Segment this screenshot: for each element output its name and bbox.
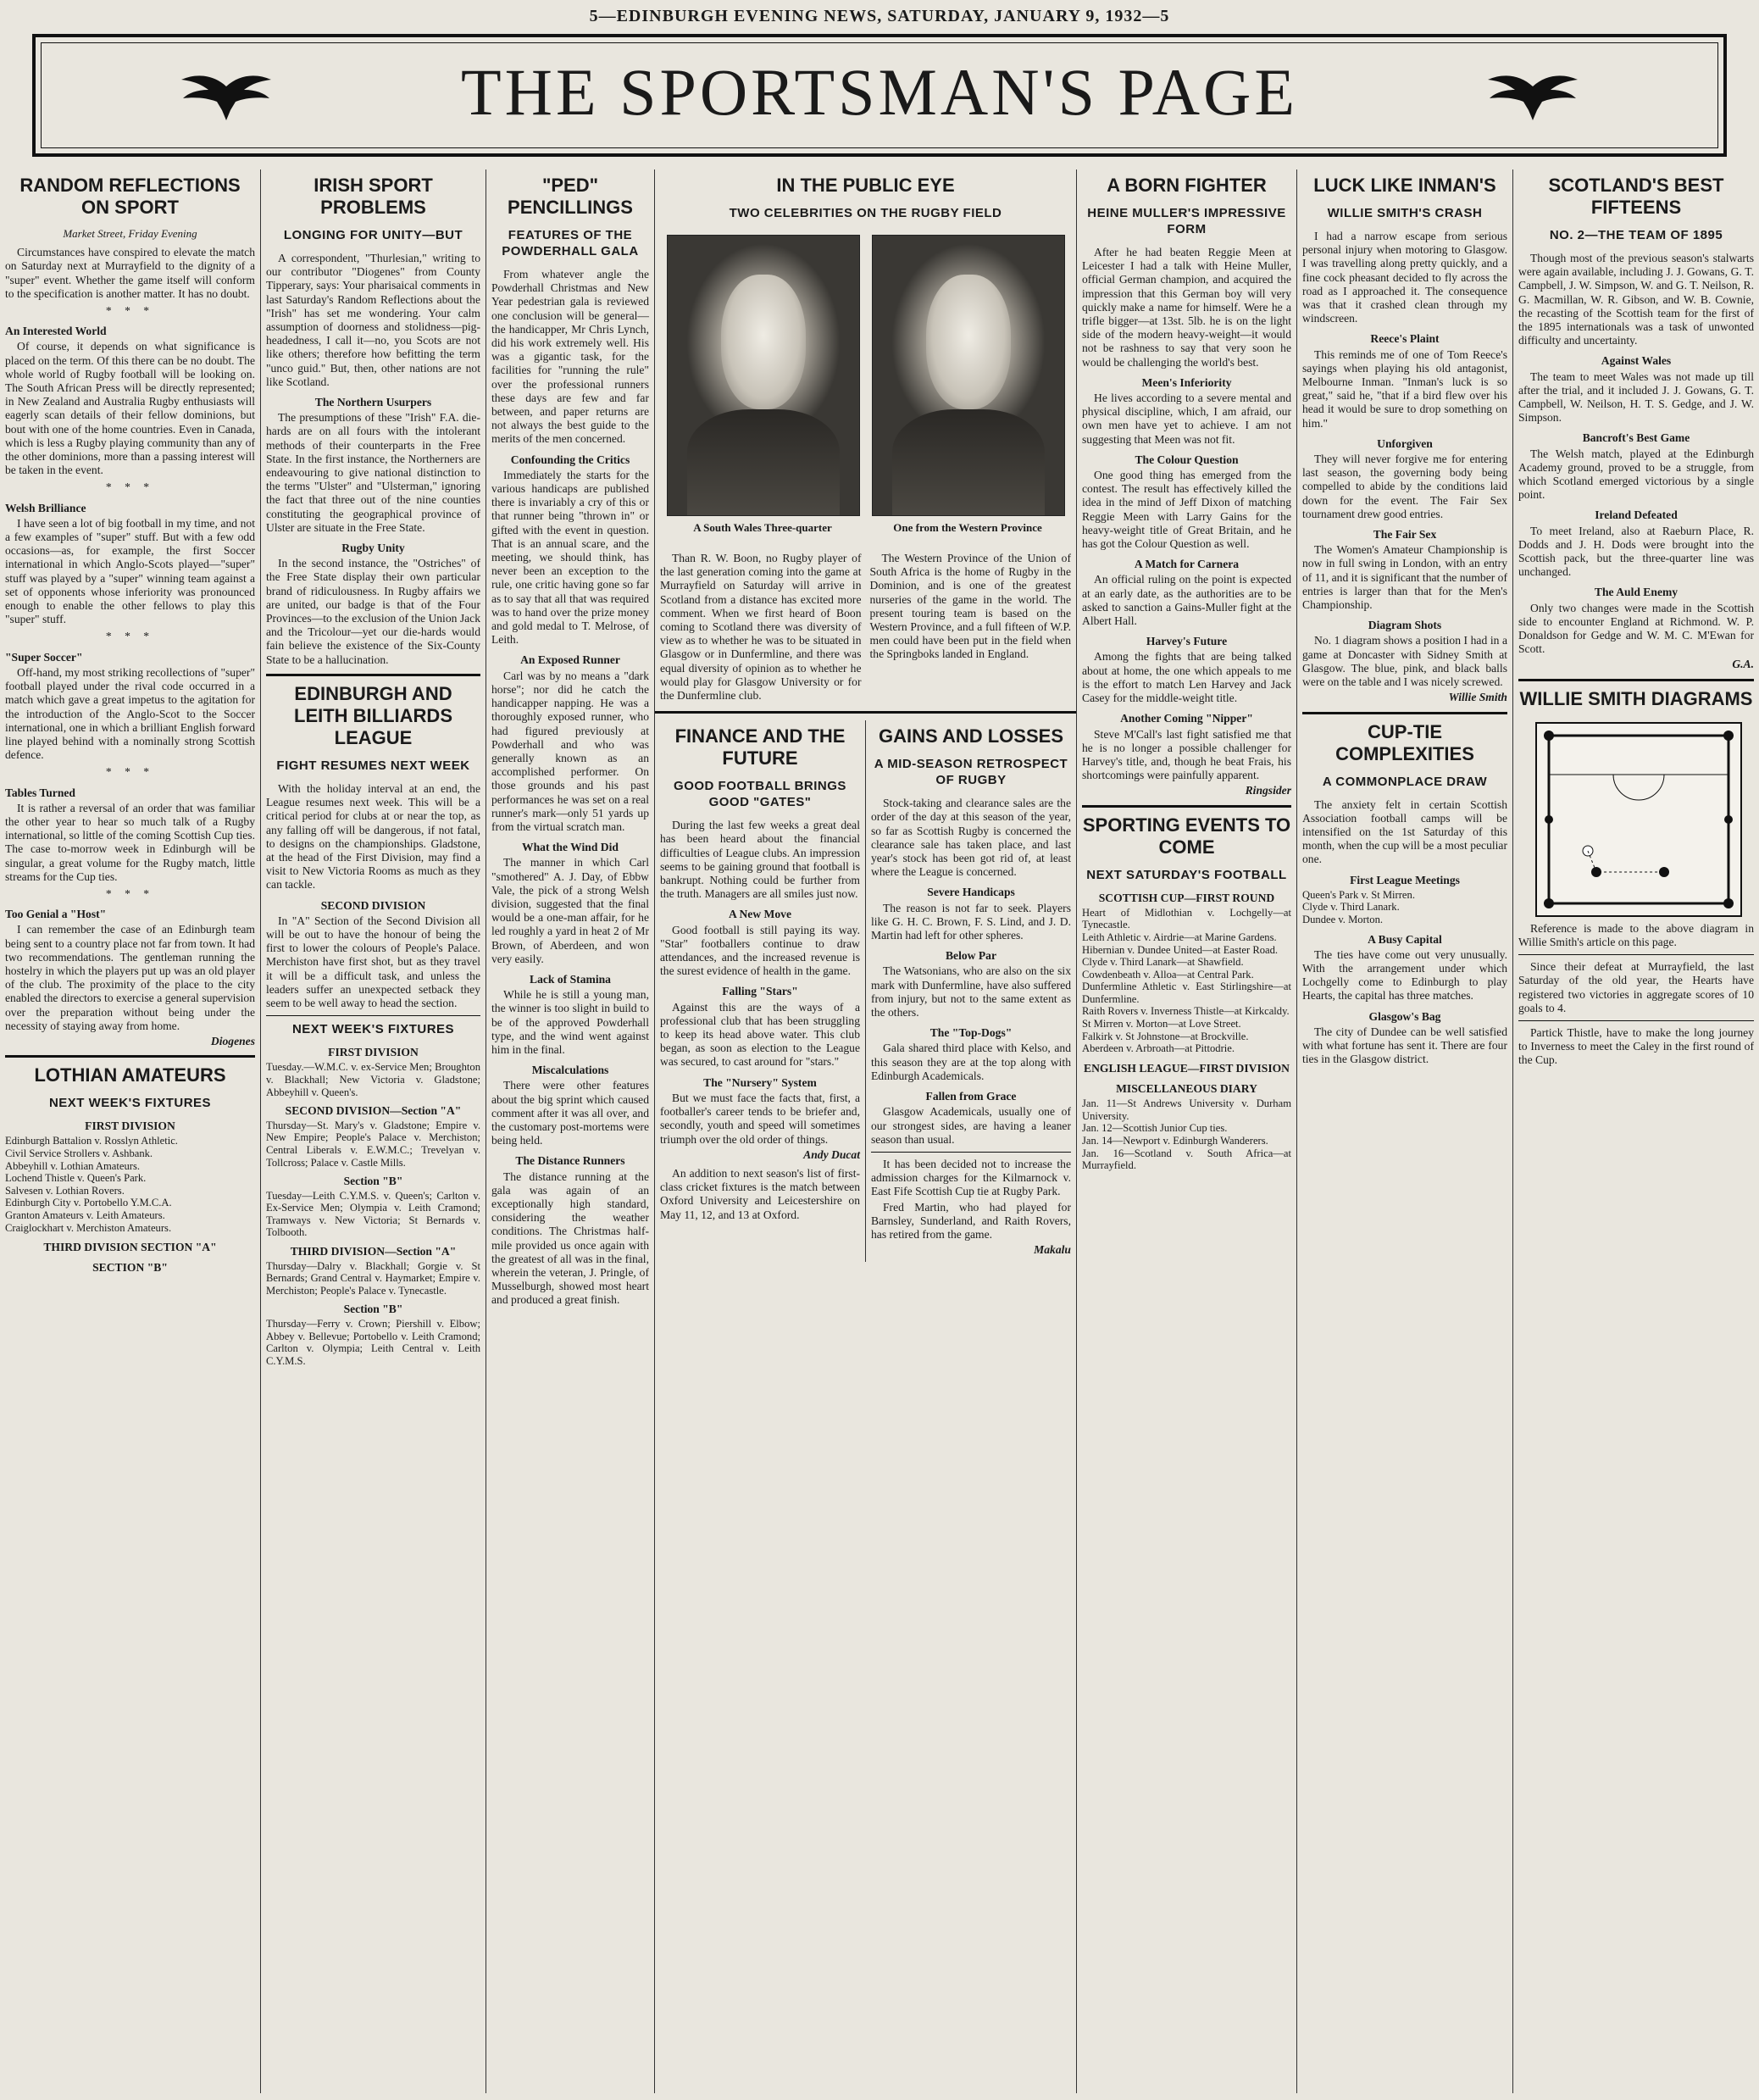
article-paragraph: The city of Dundee can be well satisfied with what fortune has sent it. There are four ties in the Glasgow district. [1302,1025,1507,1066]
fixture-division: SECOND DIVISION—Section "A" [285,1104,462,1118]
fixture-item: Tuesday.—W.M.C. v. ex-Service Men; Broughton v. Blackhall; New Victoria v. Gladstone; Abbeyhill v. Queen's. [266,1061,480,1098]
article-sidehead: The "Nursery" System [703,1075,817,1089]
fixture-item: Hibernian v. Dundee United—at Easter Road. [1082,943,1279,956]
article-paragraph: After he had beaten Reggie Meen at Leicester I had a talk with Heine Muller, official German champion, and acquired the impression that this German boy will very quickly make a name for himself. Were he a trifle bigger—at 13st. 5lb. he is on the light side of the modern heavy-weight—it would not be rashness to say that very soon he would be challenging the world's best. [1082,246,1291,369]
fixture-list [1302,889,1507,926]
article-headline: SCOTLAND'S BEST FIFTEENS [1548,175,1724,218]
article-sidehead: Bancroft's Best Game [1582,431,1690,445]
article-subheadline: NEXT SATURDAY'S FOOTBALL [1086,867,1287,882]
fixture-item: Civil Service Strollers v. Ashbank. [5,1147,153,1159]
article-sidehead: Fallen from Grace [925,1090,1017,1103]
pocket-icon [1545,815,1553,824]
article-sidehead: Reece's Plaint [1370,332,1440,346]
fixture-item: Thursday—St. Mary's v. Gladstone; Empire v. New Empire; People's Palace v. Merchiston; Central Liberals v. E.W.M.C.; Trevelyan v. Tollcross; Palace v. Castle Mills. [266,1119,480,1169]
fixture-division: ENGLISH LEAGUE—FIRST DIVISION [1084,1061,1290,1075]
fixture-item: Granton Amateurs v. Leith Amateurs. [5,1208,165,1221]
article-paragraph: The team to meet Wales was not made up till after the trial, and it included J. J. Gowans, G. T. Campbell, W. Neilson, H. T. S. Gedge, and J. W. Simpson. [1518,369,1754,425]
fixture-item: Queen's Park v. St Mirren. [1302,888,1415,901]
article-paragraph: Though most of the previous season's stalwarts were again available, including J. J. Gowans, G. T. Campbell, J. W. Simpson, W. and G. T. Neilson, R. G. Macmillan, W. R. Gibson, and W. B. Cownie, the recasting of the Scottish team for the first of the 1895 internationals was a task of unwonted difficulty and uncertainty. [1518,252,1754,347]
article-sidehead: The Northern Usurpers [314,396,432,409]
diary-item: Jan. 12—Scottish Junior Cup ties. [1082,1122,1228,1135]
article-paragraph: The distance running at the gala was again of an exceptionally high standard, considering the weather conditions. The Christmas half-mile provided us once again with the greatest of all was in the final, wherein the veteran, J. Pringle, of Musselburgh, showed most heart and produced a great finish. [491,1169,649,1307]
article-headline: EDINBURGH AND LEITH BILLIARDS LEAGUE [294,682,452,748]
photo-caption: A South Wales Three-quarter [693,521,832,534]
player-photo [667,235,860,516]
article-subheadline: A MID-SEASON RETROSPECT OF RUGBY [874,757,1068,788]
article-paragraph: Since their defeat at Murrayfield, the last Saturday of the old year, the Hearts have registered two victories in aggregate scores of 10 goals to 4. [1518,960,1754,1014]
article-paragraph: Of course, it depends on what significance is placed on the term. Of this there can be no doubt. The whole world of Rugby football will be looking on. The South African Press will be directly represented; in New Zealand and Australia Rugby enthusiasts will eagerly scan details of their fellow dominions, but bout with one of the home countries. Even in Canada, which is less a Rugby playing community than any of the other dominions, more than a passing interest will be taken in the event. [5,340,255,477]
fixture-item: Falkirk v. St Johnstone—at Brockville. [1082,1030,1249,1042]
column-ped-pencillings [486,169,654,2093]
billiards-table-diagram [1535,722,1742,917]
article-paragraph: An addition to next season's list of first-class cricket fixtures is the match between Oxford University and Leicestershire on May 11, 12, and 13 at Oxford. [660,1166,860,1221]
section-divider [871,1152,1071,1153]
page-title: THE SPORTSMAN'S PAGE [460,55,1299,129]
article-subheadline: LONGING FOR UNITY—BUT [283,228,463,242]
article-sidehead: The Auld Enemy [1594,586,1679,599]
article-sidehead: Falling "Stars" [722,985,798,998]
gains-article [866,720,1076,1262]
fixture-list [5,1135,255,1234]
section-divider [1302,712,1507,714]
article-headline: SPORTING EVENTS TO COME [1082,814,1291,858]
article-paragraph: The Welsh match, played at the Edinburgh Academy ground, proved to be a struggle, from which Scotland emerged victorious by a single point. [1518,447,1754,502]
article-sidehead: Lack of Stamina [530,972,611,986]
article-dateline: Market Street, Friday Evening [63,227,197,240]
fixture-item: Clyde v. Third Lanark. [1302,901,1400,914]
diary-item: Jan. 11—St Andrews University v. Durham University. [1082,1097,1291,1122]
section-divider [266,1015,480,1016]
section-divider [1082,805,1291,808]
section-divider [1518,1020,1754,1021]
pocket-icon [1724,815,1733,824]
fixture-item: Dundee v. Morton. [1302,913,1384,925]
article-paragraph: They will never forgive me for entering last season, the governing body being compelled to abide by the conditions laid down for the event. The Fair Sex tournament drew good entries. [1302,453,1507,520]
article-paragraph: There were other features about the big sprint which caused comment after it was all over, and the customary post-mortems were being held. [491,1079,649,1147]
section-divider [1518,679,1754,681]
article-paragraph: Steve M'Call's last fight satisfied me that he is no longer a possible challenger for Harvey's title, and, though he beat Frais, his shortcomings were painfully apparent. [1082,727,1291,782]
article-paragraph: From whatever angle the Powderhall Christmas and New Year pedestrian gala is reviewed one conclusion will be general—the handicapper, Mr Chris Lynch, did his work extremely well. His was a gigantic task, for the facilities for "running the rule" over the professional runners these days are few and far between, and paper returns are not always the best guide to the merits of the men concerned. [491,268,649,446]
article-sidehead: What the Wind Did [522,841,619,854]
fixture-division: Section "B" [343,1303,403,1316]
fixture-item: Clyde v. Third Lanark—at Shawfield. [1082,956,1244,969]
article-subheadline: NO. 2—THE TEAM OF 1895 [1549,228,1723,242]
article-subheadline: TWO CELEBRITIES ON THE RUGBY FIELD [729,206,1002,220]
article-headline: CUP-TIE COMPLEXITIES [1335,720,1474,764]
article-headline: FINANCE AND THE FUTURE [674,725,846,769]
article-subheadline: FEATURES OF THE POWDERHALL GALA [502,228,639,258]
diary-item: Jan. 16—Scotland v. South Africa—at Murrayfield. [1082,1147,1291,1172]
article-sidehead: Confounding the Critics [510,453,630,466]
article-sidehead: The Distance Runners [515,1154,625,1168]
article-paragraph: The reason is not far to seek. Players like G. H. C. Brown, F. S. Lind, and J. D. Martin had left for other spheres. [871,901,1071,942]
column-irish-sport [261,169,486,2093]
fixture-item: Leith Athletic v. Airdrie—at Marine Gardens. [1082,931,1277,943]
finance-article [655,720,866,1262]
article-paragraph: Glasgow Academicals, usually one of our strongest sides, are having a leaner season than usual. [871,1105,1071,1146]
public-eye-body [655,552,1076,704]
article-sidehead: Meen's Inferiority [1141,375,1232,389]
article-sidehead: An Exposed Runner [520,653,620,667]
article-sidehead: Ireland Defeated [1595,508,1678,522]
author-signature: Andy Ducat [803,1147,860,1161]
article-paragraph: It has been decided not to increase the admission charges for the Kilmarnock v. East Fife Scottish Cup tie at Rugby Park. [871,1157,1071,1198]
star-separator: * * * [105,630,155,643]
fixture-item: Tuesday—Leith C.Y.M.S. v. Queen's; Carlton v. Ex-Service Men; Olympia v. Leith Cramond; Tramways v. New Victoria; St Bernards v. Tolbooth. [266,1189,480,1239]
article-sidehead: Glasgow's Bag [1368,1009,1441,1023]
article-paragraph: In "A" Section of the Second Division all will be out to have the honour of being the first to lower the colours of People's Palace. Merchiston have first shot, but as they travel it will be a difficult task, and unless the leaders suffer an unexpected setback they seem to be well away to head the section. [266,914,480,1009]
article-sidehead: Too Genial a "Host" [5,908,107,921]
author-signature: G.A. [1732,658,1754,671]
pocket-icon [1723,898,1734,908]
article-sidehead: Another Coming "Nipper" [1120,712,1253,725]
pocket-icon [1544,898,1554,908]
article-paragraph: The Women's Amateur Championship is now in full swing in London, with an entry of 11, and it is significant that the number of entries is larger than that for the Men's Championship. [1302,543,1507,612]
pocket-icon [1723,731,1734,741]
article-paragraph: Against this are the ways of a professional club that has been struggling to keep its head above water. This club began, as soon as election to the League was secured, to cast around for "stars." [660,1000,860,1069]
article-sidehead: Miscalculations [531,1064,609,1077]
fixture-item: Edinburgh Battalion v. Rosslyn Athletic. [5,1135,178,1147]
diagram-block [1518,719,1754,922]
fixture-division: Section "B" [343,1175,403,1188]
masthead [32,34,1727,157]
article-paragraph: I had a narrow escape from serious personal injury when motoring to Glasgow. I was travelling along pretty quickly, and a fine cock pheasant decided to fly across the road as I approached it. The consequence was that it crashed clean through my windscreen. [1302,230,1507,325]
pocket-icon [1544,731,1554,741]
article-paragraph: I can remember the case of an Edinburgh team being sent to a country place not far from town. It had two recommendations. The gentleman running the hostelry in which the players put up was an old player of the club. The proximity of the place to the city enabled the directors to exercise a general supervision over the preparation without being under the necessity of staying away from home. [5,923,255,1032]
article-paragraph: Partick Thistle, have to make the long journey to Inverness to meet the Caley in the first round of the Cup. [1518,1025,1754,1067]
author-signature: Makalu [1034,1243,1071,1257]
article-sidehead: Harvey's Future [1146,635,1228,648]
table-cushion [1549,736,1728,903]
player-face [721,275,805,408]
article-headline: IRISH SPORT PROBLEMS [314,175,433,218]
article-sidehead: Rugby Unity [341,542,405,555]
section-divider [266,674,480,676]
lower-split [655,720,1076,1262]
article-sidehead: SECOND DIVISION [320,898,426,912]
star-separator: * * * [105,886,155,900]
article-paragraph: Off-hand, my most striking recollections of "super" football played under the rival code occurred in a match which gave a great impetus to the agitation for the introduction of the Anglo-Scot to the Soccer international, one in which a brilliant English forward line played behind with a nominally strong Scottish defence. [5,665,255,762]
photo-block [655,230,1076,552]
player-face [926,275,1010,408]
article-paragraph: He lives according to a severe mental and physical discipline, which, I am afraid, our own men have yet to achieve. I am not suggesting that Meen was not fit. [1082,392,1291,446]
article-paragraph: To meet Ireland, also at Raeburn Place, R. Dodds and J. H. Dods were brought into the Scottish pack, but the three-quarter line was unchanged. [1518,524,1754,579]
eagle-emblem-icon [1486,71,1579,122]
diagram-caption: Reference is made to the above diagram in Willie Smith's article on this page. [1518,921,1754,948]
column-born-fighter [1077,169,1296,2093]
section-divider [5,1055,255,1058]
star-separator: * * * [105,304,155,318]
baulk-d [1613,775,1664,800]
article-sidehead: A New Move [729,908,791,921]
article-paragraph: No. 1 diagram shows a position I had in a game at Doncaster with Sidney Smith at Glasgow. The blue, pink, and black balls were on the table and I was nicely screwed. [1302,634,1507,689]
article-headline: "PED" PENCILLINGS [508,175,633,218]
body-column [870,552,1072,704]
diary-list [1082,1097,1291,1172]
article-subheadline: FIGHT RESUMES NEXT WEEK [276,758,470,773]
article-sidehead: The "Top-Dogs" [929,1026,1013,1040]
article-paragraph: It is rather a reversal of an order that was familiar the other year to hear so much talk of a Rugby international, so little of the coming Scottish Cup ties. The case to-morrow week in Edinburgh will be singular, a great volume for the Rugby match, little streams for the Cup ties. [5,801,255,883]
article-subheadline: A COMMONPLACE DRAW [1322,774,1488,789]
fixture-division: THIRD DIVISION SECTION "A" [43,1241,217,1254]
article-subheadline: HEINE MULLER'S IMPRESSIVE FORM [1087,206,1286,236]
fixture-item: Thursday—Ferry v. Crown; Piershill v. Elbow; Abbey v. Bellevue; Portobello v. Leith Cramond; Carlton v. Olympia; Leith Central v. Leith C.Y.M.S. [266,1318,480,1367]
article-paragraph: The ties have come out very unusually. With the arrangement under which Lochgelly come to Edinburgh to play Hearts, the capital has three matches. [1302,947,1507,1003]
section-divider [655,711,1076,714]
article-sidehead: A Busy Capital [1368,932,1442,946]
article-sidehead: A Match for Carnera [1134,558,1240,571]
article-paragraph: Good football is still paying its way. "Star" footballers continue to draw attendances, and the increased revenue is the surest evidence of health in the game. [660,923,860,978]
page-folio: 5—EDINBURGH EVENING NEWS, SATURDAY, JANUARY 9, 1932—5 [589,7,1170,25]
article-paragraph: The presumptions of these "Irish" F.A. die-hards are on all fours with the intolerant methods of their counterparts in the Free State. In the first instance, the Northerners are endeavouring to give national distinction to the terms "Ulster" and "Ulsterman," ignoring the fact that three out of the nine counties constituting the geographical province of Ulster are situate in the Free State. [266,411,480,534]
article-paragraph: But we must face the facts that, first, a footballer's career tends to be briefer and, secondly, youth and speed will sometimes triumph over the old order of things. [660,1091,860,1146]
article-paragraph: Gala shared third place with Kelso, and this season they are at the top along with Edinburgh Academicals. [871,1042,1071,1082]
article-paragraph: Immediately the starts for the various handicaps are published there is invariably a cry of this or that runner being "thrown in" or gifted with the event in question. That is an annual scare, and the meeting, we should think, has never been an exception to the rule, one critic having gone so far as to say that all that was required was to hand over the prize money and gold medal to T. Melrose, of Leith. [491,468,649,647]
player-jersey [687,409,841,515]
star-separator: * * * [105,481,155,494]
article-sidehead: First League Meetings [1350,873,1460,886]
fixture-item: Dunfermline Athletic v. East Stirlingshire—at Dunfermline. [1082,981,1291,1005]
article-subheadline: NEXT WEEK'S FIXTURES [291,1022,455,1037]
article-sidehead: Below Par [945,949,997,963]
photo-caption: One from the Western Province [893,521,1042,534]
fixture-item: Craiglockhart v. Merchiston Amateurs. [5,1221,172,1234]
body-column [660,552,862,704]
fixture-division: SECTION "B" [92,1261,168,1275]
article-sidehead: Tables Turned [5,786,75,799]
fixture-item: Aberdeen v. Arbroath—at Pittodrie. [1082,1042,1235,1055]
column-luck-like-inman [1297,169,1512,2093]
article-sidehead: An Interested World [5,325,107,338]
fixture-list [266,1061,480,1367]
fixture-item: Lochend Thistle v. Queen's Park. [5,1172,147,1185]
article-sidehead: Severe Handicaps [927,886,1015,899]
article-paragraph: The Watsonians, who are also on the six mark with Dunfermline, have also suffered from injury, but not to the same extent as the others. [871,964,1071,1019]
article-sidehead: The Fair Sex [1373,528,1437,542]
fixture-item: Raith Rovers v. Inverness Thistle—at Kirkcaldy. [1082,1005,1290,1018]
fixture-item: Heart of Midlothian v. Lochgelly—at Tynecastle. [1082,906,1291,931]
article-paragraph: Among the fights that are being talked about at home, the one which appeals to me is the effort to match Len Harvey and Jack Casey for the middle-weight title. [1082,650,1291,705]
article-paragraph: In the second instance, the "Ostriches" of the Free State display their own particular brand of ridiculousness. In Rugby affairs we are united, our badge is that of the Four Provinces—to the exclusion of the Union Jack and the Tricolour—yet our die-hards would fain believe the existence of the Six-County State to be a hallucination. [266,557,480,666]
article-paragraph: With the holiday interval at an end, the League resumes next week. This will be a critical period for clubs at or near the top, as any falling off will be dangerous, if not fatal, to designs on the championships. Gladstone, at the head of the First Division, may find a visit to New Victoria Rooms as much as they can tackle. [266,781,480,892]
article-subheadline: WILLIE SMITH'S CRASH [1327,206,1483,220]
column-public-eye [655,169,1076,2093]
fixture-list [1082,907,1291,1055]
article-paragraph: The manner in which Carl "smothered" A. J. Day, of Ebbw Vale, the pick of a strong Welsh division, suggested that the final would be a one-man affair, for he led roughly a yard in heat 2 of Mr Brown, of Aberdeen, and won very easily. [491,856,649,965]
diary-item: Jan. 14—Newport v. Edinburgh Wanderers. [1082,1135,1268,1147]
article-paragraph: I have seen a lot of big football in my time, and not a few examples of "super" stuff. But with a few odd occasions—as, for example, the first Soccer international in which Anglo-Scots played—"super" stuff was played by a "super" winning team against a set of opponents whose inferiority was pronounced enough to enable the other fellows to play this "super" stuff. [5,516,255,626]
article-headline: RANDOM REFLECTIONS ON SPORT [19,175,241,218]
article-subheadline: GOOD FOOTBALL BRINGS GOOD "GATES" [674,779,846,810]
fixture-item: St Mirren v. Morton—at Love Street. [1082,1018,1241,1031]
author-signature: Willie Smith [1448,691,1507,704]
article-headline: A BORN FIGHTER [1107,175,1267,196]
article-paragraph: This reminds me of one of Tom Reece's sayings when playing his old antagonist, Melbourne Inman. "Inman's luck is so great," said he, "that if a bird flew over his head it would be sure to drop something on him." [1302,347,1507,430]
star-separator: * * * [105,765,155,779]
article-paragraph: Carl was by no means a "dark horse"; nor did he catch the handicapper napping. He was a thoroughly exposed runner, who had figured previously at Powderhall and who was generally known as an accomplished performer. On those grounds and his past performances he was set on a real runner's mark—only 51 yards up from the virtual scratch man. [491,669,649,833]
fixture-division: THIRD DIVISION—Section "A" [290,1245,457,1258]
player-jersey [892,409,1046,515]
section-divider [1518,954,1754,955]
fixture-division: FIRST DIVISION [328,1046,419,1059]
author-signature: Ringsider [1245,784,1291,797]
article-headline: LOTHIAN AMATEURS [34,1064,226,1086]
column-random-reflections [0,169,260,2093]
article-headline: WILLIE SMITH DIAGRAMS [1519,687,1753,709]
column-scotlands-best [1513,169,1759,2093]
article-paragraph: An official ruling on the point is expected at an early date, as the authorities are to be asked to sanction a Gains-Muller fight at the Albert Hall. [1082,573,1291,628]
fixture-item: Salvesen v. Lothian Rovers. [5,1184,125,1197]
author-signature: Diogenes [210,1034,255,1047]
player-photo [872,235,1065,516]
fixture-item: Edinburgh City v. Portobello Y.M.C.A. [5,1197,172,1209]
article-subheadline: NEXT WEEK'S FIXTURES [48,1096,212,1111]
article-paragraph: Only two changes were made in the Scottish side to encounter England at Richmond. W. P. Donaldson for Gedge and W. M. C. M'Ewan for Scott. [1518,601,1754,656]
article-sidehead: Welsh Brilliance [5,501,86,514]
article-headline: IN THE PUBLIC EYE [776,175,955,196]
fixture-item: Abbeyhill v. Lothian Amateurs. [5,1159,141,1172]
article-paragraph: Stock-taking and clearance sales are the order of the day at this season of the year, so far as Scottish Rugby is concerned the clearance sale has taken place, and last year's stock has been got rid of, at least where the League is concerned. [871,797,1071,879]
article-sidehead: The Colour Question [1135,453,1239,466]
article-sidehead: Diagram Shots [1368,619,1442,632]
article-paragraph: While he is still a young man, the winner is too slight in build to be of the approved Powderhall type, and the wind went against him in the final. [491,988,649,1056]
fixture-item: Cowdenbeath v. Alloa—at Central Park. [1082,968,1254,981]
article-paragraph: One good thing has emerged from the contest. The result has effectively killed the idea in the mind of Jeff Dixon of matching Reggie Meen with Larry Gains for the heavy-weight title of Great Britain, and he has got the Colour Question as well. [1082,469,1291,551]
article-sidehead: Unforgiven [1377,436,1433,450]
article-paragraph: A correspondent, "Thurlesian," writing to our contributor "Diogenes" from County Tipperary, says: Your pharisaical comments in last Saturday's Random Reflections about the "Irish" has set me wondering. Your calm assumption of doorness and stolidness—pig-headedness, I call it—no, you Scots are not like others; therefore how befitting the term "unco guid." But, then, other nations are not like Scotland. [266,252,480,388]
article-sidehead: "Super Soccer" [5,650,83,664]
fixture-division: SCOTTISH CUP—FIRST ROUND [1098,891,1275,904]
article-paragraph: Circumstances have conspired to elevate the match on Saturday next at Murrayfield to the dignity of a "super" event. Whether the game itself will conform to the specification is another matter. It has no doubt. [5,246,255,300]
article-headline: LUCK LIKE INMAN'S [1313,175,1496,196]
fixture-item: Thursday—Dalry v. Blackhall; Gorgie v. St Bernards; Grand Central v. Haymarket; Empire v. Merchiston; People's Palace v. Tynecastle. [266,1259,480,1297]
article-sidehead: Against Wales [1601,354,1672,368]
article-paragraph: During the last few weeks a great deal has been heard about the financial difficulties of League clubs. An impression seems to be gaining ground that football is bankrupt. Nothing could be further from the truth. Managers are all smiles just now. [660,819,860,901]
fixture-division: FIRST DIVISION [85,1119,175,1133]
article-paragraph: The Western Province of the Union of South Africa is the home of Rugby in the Dominion, and is one of the greatest nurseries of the game in the world. The present touring team is based on the Western Province, and a full fifteen of W.P. men could have been put in the field when the Springboks landed in England. [869,552,1071,661]
article-paragraph: Than R. W. Boon, no Rugby player of the last generation coming into the game at Murrayfield on Saturday will arrive in Scotland from a distance has excited more comment. When we first heard of Boon coming to Scotland there was diversity of view as to whether he was to be situated in Glasgow or in Dunfermline, and there was equal diversity of opinion as to whether he would play for Glasgow University or for the Dunfermline club. [660,552,862,703]
article-headline: GAINS AND LOSSES [879,725,1063,747]
fixture-division: MISCELLANEOUS DIARY [1116,1082,1257,1096]
article-paragraph: The anxiety felt in certain Scottish Association football camps will be intensified on the 1st Saturday of this month, when the cup will be a most peculiar one. [1302,797,1507,866]
article-paragraph: Fred Martin, who had played for Barnsley, Sunderland, and Raith Rovers, has retired from the game. [871,1200,1071,1241]
